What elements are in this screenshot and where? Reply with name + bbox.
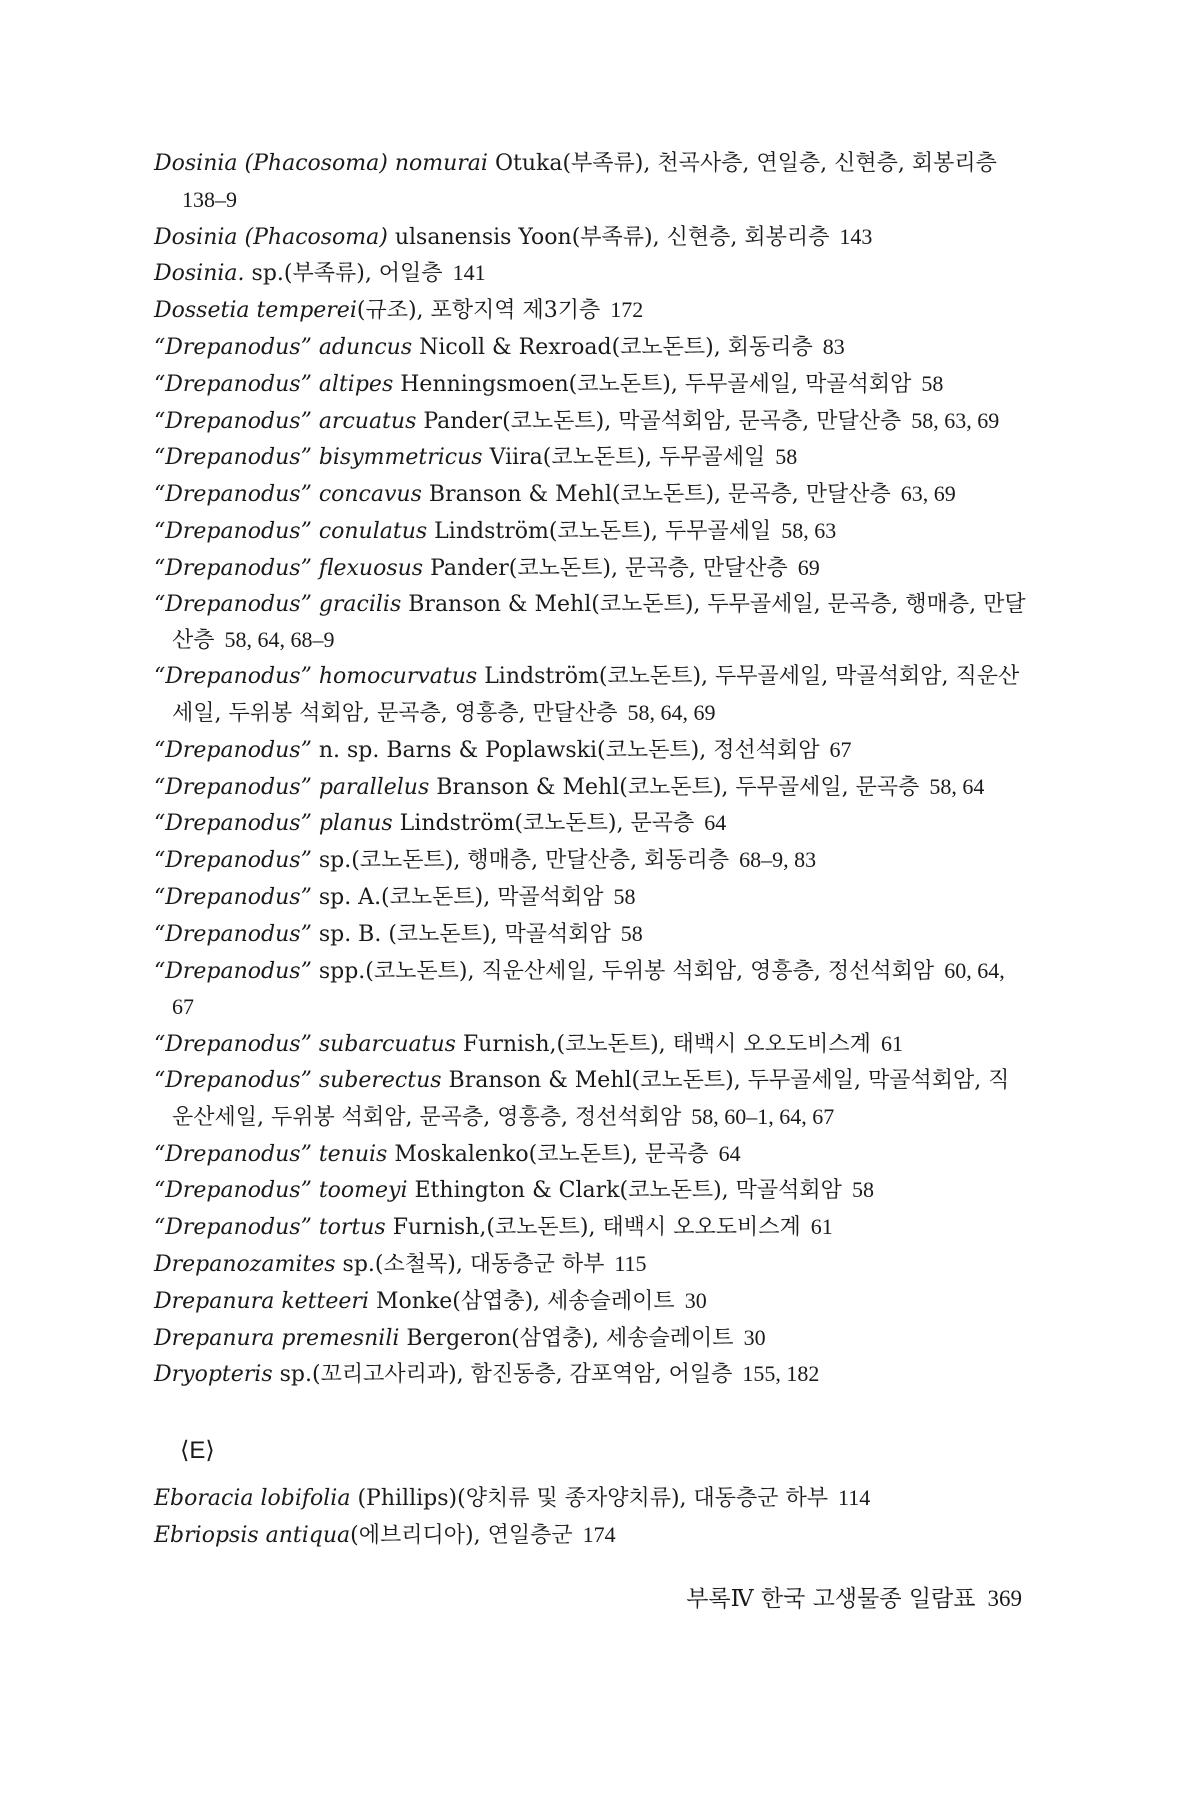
entry-details: Pander(코노돈트), 막골석회암, 문곡층, 만달산층 [416,408,902,434]
index-entry [154,255,1030,292]
index-entry [154,842,1030,879]
entry-pages: 58 [613,883,636,909]
entry-pages: 64 [718,1140,741,1166]
entry-scientific-name: “Drepanodus” [154,958,312,984]
entry-pages: 58 [851,1177,874,1203]
entry-scientific-name: Drepanozamites [154,1251,336,1277]
entry-details: (Phillips)(양치류 및 종자양치류), 대동층군 하부 [350,1486,829,1511]
index-entry [154,550,1030,587]
index-entry [154,366,1030,403]
index-entry [154,1480,1030,1517]
entry-details: Furnish,(코노돈트), 태백시 오오도비스계 [385,1215,801,1241]
index-entry [154,1172,1030,1209]
entry-pages: 58 [620,920,643,946]
index-entry [154,1063,1030,1136]
index-entry [154,732,1030,769]
entry-scientific-name: Dryopteris [154,1362,273,1388]
index-entry [154,1209,1030,1246]
index-entry [154,439,1030,476]
entry-details: sp.(꼬리고사리과), 함진동층, 감포역암, 어일층 [272,1362,733,1388]
entry-scientific-name: “Drepanodus” flexuosus [154,555,424,581]
page-number: 369 [987,1586,1022,1611]
index-entry [154,1320,1030,1357]
entry-details: Nicoll & Rexroad(코노돈트), 회동리층 [412,334,813,360]
entry-pages: 68–9, 83 [739,847,817,873]
entry-scientific-name: “Drepanodus” [154,848,312,874]
entry-scientific-name: “Drepanodus” suberectus [154,1067,442,1093]
entry-scientific-name: “Drepanodus” tortus [154,1215,386,1241]
section-heading-e: ⟨E⟩ [180,1437,215,1464]
entry-scientific-name: Dosinia (Phacosoma) [154,224,388,250]
entry-scientific-name: “Drepanodus” bisymmetricus [154,445,483,471]
footer-label: 부록Ⅳ 한국 고생물종 일람표 [686,1586,976,1612]
entry-scientific-name: Drepanura premesnili [154,1325,400,1351]
entry-details: Lindström(코노돈트), 문곡층 [392,811,695,837]
entry-pages: 138–9 [182,186,237,212]
entry-details: Branson & Mehl(코노돈트), 문곡층, 만달산층 [421,482,891,508]
entry-scientific-name: “Drepanodus” [154,921,312,947]
entry-pages: 58 [921,370,944,396]
entry-pages: 115 [614,1250,647,1276]
entry-pages: 141 [452,260,486,286]
entry-pages: 60, 64, 67 [172,957,1005,1020]
entry-details: sp.(코노돈트), 행매층, 만달산층, 회동리층 [311,848,730,874]
entry-scientific-name: Eboracia lobifolia [154,1486,351,1511]
index-entry [154,1136,1030,1173]
entry-pages: 58, 64 [929,773,985,799]
entry-details: Branson & Mehl(코노돈트), 두무골세일, 문곡층, 행매층, 만달산층 [172,591,1026,654]
entry-pages: 58, 64, 68–9 [224,627,335,653]
index-entry [154,513,1030,550]
entry-pages: 174 [582,1521,616,1547]
entry-details: sp.(부족류), 어일층 [244,261,443,287]
entry-scientific-name: “Drepanodus” aduncus [154,334,413,360]
entry-pages: 64 [704,810,727,836]
entry-pages: 58, 63, 69 [911,407,1000,433]
entry-pages: 67 [829,736,852,762]
entry-details: ulsanensis Yoon(부족류), 신현층, 회봉리층 [387,224,830,250]
entry-details: Branson & Mehl(코노돈트), 두무골세일, 문곡층 [429,774,920,800]
entry-details: Branson & Mehl(코노돈트), 두무골세일, 막골석회암, 직운산세일, 두위봉 석회암, 문곡층, 영흥층, 정선석회암 [172,1067,1010,1130]
entry-scientific-name: “Drepanodus” tenuis [154,1141,388,1167]
entry-scientific-name: Drepanura ketteeri [154,1288,369,1314]
entry-pages: 58 [775,444,798,470]
index-entry [154,329,1030,366]
entry-details: Lindström(코노돈트), 두무골세일, 막골석회암, 직운산세일, 두위봉 석회암, 문곡층, 영흥층, 만달산층 [172,664,1020,726]
entry-details: Monke(삼엽충), 세송슬레이트 [368,1288,675,1314]
entry-details: Otuka(부족류), 천곡사층, 연일층, 신현층, 회봉리층 [487,151,997,176]
entry-scientific-name: Dosinia (Phacosoma) nomurai [154,151,488,176]
entry-scientific-name: “Drepanodus” gracilis [154,591,402,617]
entry-details: sp. B. (코노돈트), 막골석회암 [311,921,611,947]
entry-details: Bergeron(삼엽충), 세송슬레이트 [399,1325,734,1351]
entry-scientific-name: Ebriopsis antiqua [154,1522,351,1548]
entry-details: Pander(코노돈트), 문곡층, 만달산층 [423,555,788,581]
entry-scientific-name: “Drepanodus” planus [154,811,393,837]
index-entry [154,476,1030,513]
entry-scientific-name: “Drepanodus” conulatus [154,518,428,544]
entry-details: (규조), 포항지역 제3기층 [356,298,601,324]
entry-pages: 63, 69 [900,481,956,507]
entry-details: sp.(소철목), 대동층군 하부 [335,1251,605,1277]
entry-scientific-name: Dosinia. [154,261,245,287]
entry-details: Lindström(코노돈트), 두무골세일 [427,518,772,544]
page-footer [686,1584,1022,1614]
entry-scientific-name: “Drepanodus” parallelus [154,774,430,800]
entry-scientific-name: Dossetia temperei [154,298,357,324]
entry-pages: 58, 63 [781,517,837,543]
entry-pages: 69 [797,554,820,580]
index-entry [154,1517,1030,1554]
entry-details: n. sp. Barns & Poplawski(코노돈트), 정선석회암 [311,737,820,763]
entry-pages: 30 [684,1287,707,1313]
entry-pages: 172 [610,297,644,323]
entry-pages: 61 [810,1214,833,1240]
index-entry [154,805,1030,842]
index-entry [154,769,1030,806]
entry-scientific-name: “Drepanodus” arcuatus [154,408,417,434]
index-entry [154,292,1030,329]
entry-scientific-name: “Drepanodus” [154,737,312,763]
index-entry [154,1246,1030,1283]
entry-details: Viira(코노돈트), 두무골세일 [482,445,766,471]
index-entry [154,659,1030,732]
entry-details: spp.(코노돈트), 직운산세일, 두위봉 석회암, 영흥층, 정선석회암 [311,958,935,984]
entry-details: (에브리디아), 연일층군 [350,1522,573,1548]
index-entry [154,1026,1030,1063]
index-entry [154,879,1030,916]
index-entry [154,403,1030,440]
entry-pages: 61 [880,1031,903,1057]
entry-scientific-name: “Drepanodus” subarcuatus [154,1032,456,1058]
entry-scientific-name: “Drepanodus” altipes [154,371,394,397]
entry-pages: 83 [822,333,845,359]
index-entry [154,146,1030,219]
entry-details: sp. A.(코노돈트), 막골석회암 [311,884,604,910]
entry-scientific-name: “Drepanodus” [154,884,312,910]
index-entry [154,916,1030,953]
index-entries-e [154,1480,1030,1554]
entry-pages: 58, 60–1, 64, 67 [691,1103,835,1129]
entry-details: Henningsmoen(코노돈트), 두무골세일, 막골석회암 [393,371,912,397]
entry-pages: 114 [838,1485,871,1510]
entry-pages: 143 [839,223,873,249]
index-entry [154,587,1030,660]
index-entry [154,1356,1030,1393]
entry-scientific-name: “Drepanodus” homocurvatus [154,664,478,690]
entry-pages: 155, 182 [742,1361,820,1387]
entry-details: Furnish,(코노돈트), 태백시 오오도비스계 [455,1032,871,1058]
entry-pages: 58, 64, 69 [627,699,716,725]
entry-scientific-name: “Drepanodus” toomeyi [154,1178,408,1204]
entry-details: Ethington & Clark(코노돈트), 막골석회암 [407,1178,842,1204]
entry-pages: 30 [743,1324,766,1350]
index-entry [154,953,1030,1027]
index-entry [154,1283,1030,1320]
index-entry [154,219,1030,256]
index-entries-d [154,146,1030,1393]
entry-scientific-name: “Drepanodus” concavus [154,482,422,508]
entry-details: Moskalenko(코노돈트), 문곡층 [387,1141,709,1167]
